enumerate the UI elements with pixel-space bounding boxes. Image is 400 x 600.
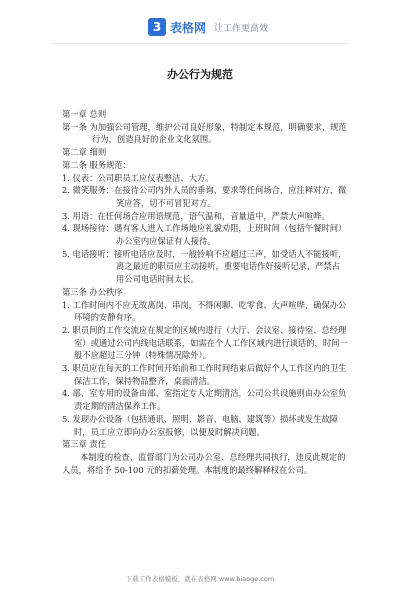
header-divider xyxy=(52,43,348,44)
list-item-continuation: 离之最近的职员应主动接听，重要电话作好接听记录，严禁占 xyxy=(116,261,341,272)
brand-name: 表格网 xyxy=(170,20,207,35)
document-body xyxy=(62,108,352,476)
list-item: 2. 职员间的工作交流应在规定的区域内进行（大厅、会议室、接待室、总经理 xyxy=(62,324,347,335)
site-header xyxy=(148,14,268,40)
chapter-heading: 第一章 总则 xyxy=(62,109,107,119)
list-item: 4. 部、室专用的设备由部、室指定专人定期清洁，公司公共设施则由办公室负 xyxy=(62,388,347,399)
paragraph-line: 本制度的检查、监督部门为公司办公室、总经理共同执行，违反此规定的 xyxy=(80,451,346,462)
list-item-continuation: 用公司电话时间太长。 xyxy=(116,274,199,285)
list-item: 5. 发现办公设备（包括通讯、照明、影音、电脑、建筑等）损坏或发生故障 xyxy=(62,413,339,424)
brand-slogan: 让工作更高效 xyxy=(214,23,269,34)
list-item: 1. 工作时间内不应无故离岗、串岗，不得闲聊、吃零食、大声喧哗，确保办公 xyxy=(62,299,347,310)
article-heading: 第三条 办公秩序 xyxy=(62,286,123,297)
list-item: 1. 仪表：公司职员工应仪表整洁、大方。 xyxy=(62,172,214,183)
brand-logo-icon: 3 xyxy=(148,18,166,36)
article-heading: 第二条 服务规范： xyxy=(62,159,132,170)
article-line: 第一条 为加强公司管理，维护公司良好形象，特制定本规范，明确要求，规范 xyxy=(62,121,347,132)
list-item-continuation: 办公室内应保证有人接待。 xyxy=(116,236,216,247)
list-item-continuation: 环境的安静有序。 xyxy=(74,312,141,323)
list-item: 5. 电话接听：接听电话应及时，一般铃响不应超过三声，如受话人不能接听， xyxy=(62,248,347,259)
list-item-continuation: 笑应答，切不可冒犯对方。 xyxy=(116,197,216,208)
list-item: 3. 用语：在任何场合应用语规范，语气温和，音量适中，严禁大声喧哗。 xyxy=(62,210,330,221)
list-item: 4. 现场接待：遇有客人进入工作场地应礼貌劝阻，上班时间（包括午餐时间） xyxy=(62,223,347,234)
list-item-continuation: 责定期的清洁保养工作。 xyxy=(74,401,166,412)
list-item-continuation: 般不应超过三分钟（特殊情况除外）。 xyxy=(74,350,211,361)
paragraph-line: 人员，将给予 50-100 元的扣薪处理。本制度的最终解释权在公司。 xyxy=(62,464,313,475)
list-item-continuation: 保洁工作，保持物品整齐，桌面清洁。 xyxy=(74,375,216,386)
article-line: 行为，创造良好的企业文化氛围。 xyxy=(92,134,217,145)
chapter-heading: 第三章 责任 xyxy=(62,439,107,450)
page-footer: 下载工作表格模板，就在表格网 www.biaoge.com xyxy=(125,575,275,583)
list-item-continuation: 时，员工应立即向办公室报修，以便及时解决问题。 xyxy=(74,426,265,437)
chapter-heading: 第二章 细则 xyxy=(62,147,107,158)
list-item: 3. 职员应在每天的工作时间开始前和工作时间结束后做好个人工作区内的卫生 xyxy=(62,363,347,374)
document-title: 办公行为规范 xyxy=(167,68,233,81)
list-item: 2. 微笑服务：在接待公司内外人员的垂询、要求等任何场合，应注释对方，微 xyxy=(62,185,347,196)
list-item-continuation: 室）或通过公司内线电话联系，如需在个人工作区域内进行谈话的，时间一 xyxy=(74,337,348,348)
